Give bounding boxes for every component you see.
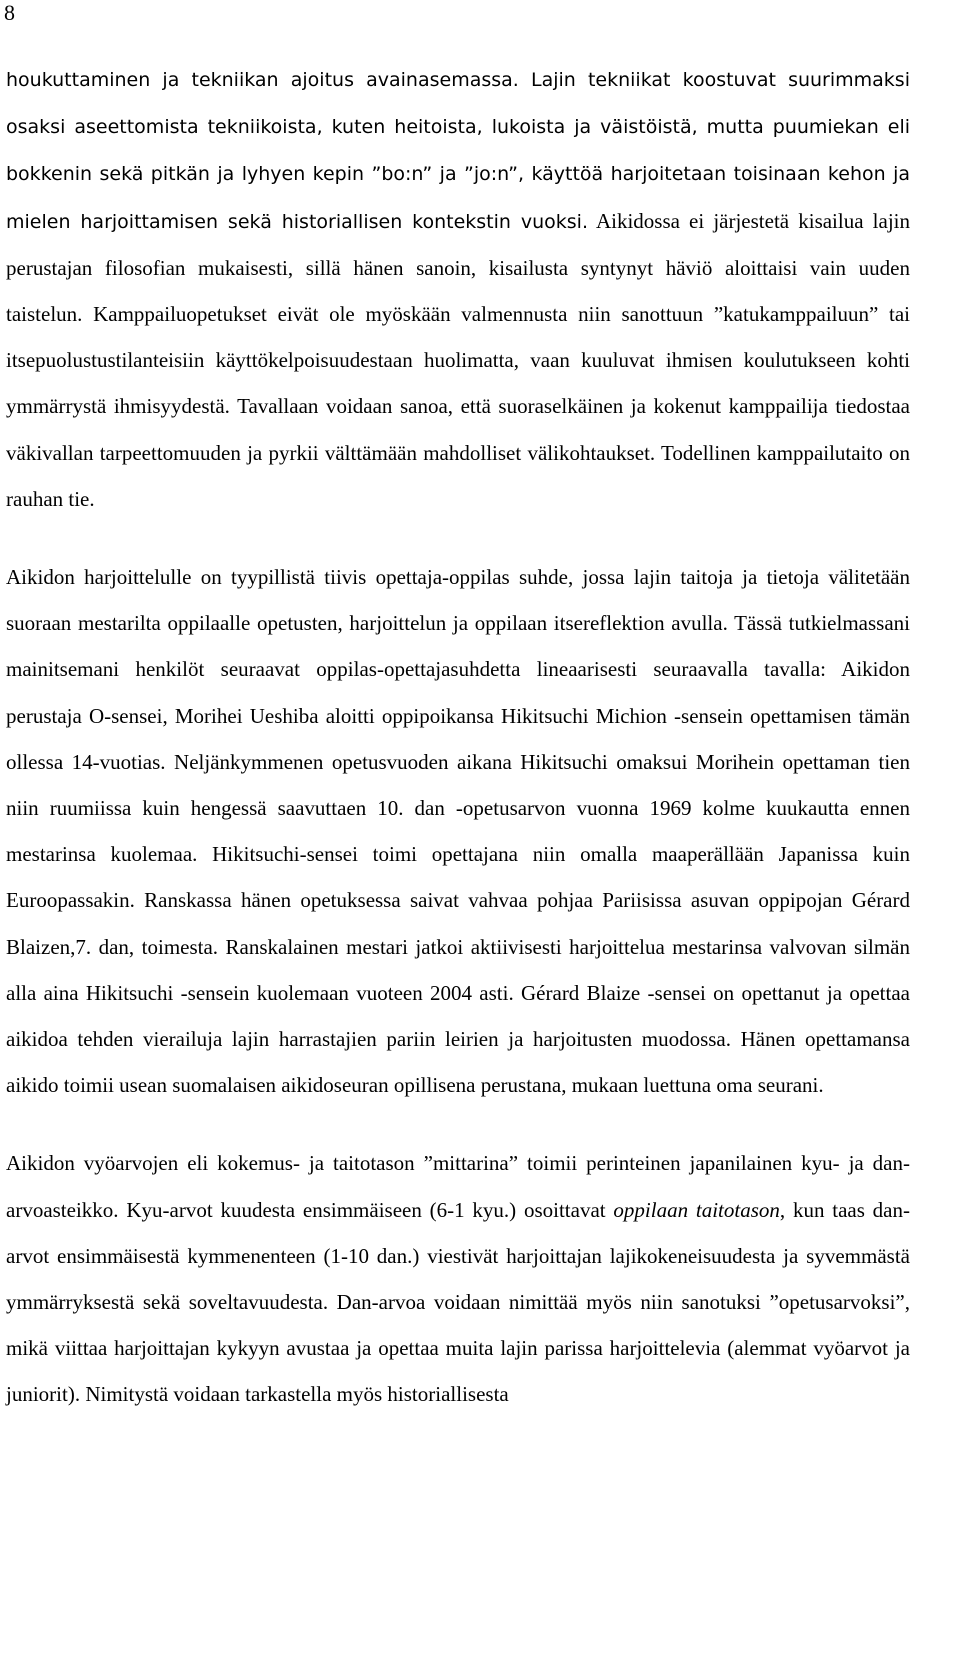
paragraph-1 — [6, 56, 910, 522]
paragraph-3 — [6, 1140, 910, 1417]
paragraph-1-serif-part: Aikidossa ei järjestetä kisailua lajin perustajan filosofian mukaisesti, sillä hänen sanoin, kisailusta syntynyt häviö aloittaisi vain uuden taistelun. Kamppailuopetukset eivät ole myöskään valmennusta niin sanottuun ”katukamppailuun” tai itsepuolustustilanteisiin käyttökelpoisuudestaan huolimatta, vaan kuuluvat ihmisen koulutukseen kohti ymmärrystä ihmisyydestä. Tavallaan voidaan sanoa, että suoraselkäinen ja kokenut kamppailija tiedostaa väkivallan tarpeettomuuden ja pyrkii välttämään mahdolliset välikohtaukset. Todellinen kamppailutaito on rauhan tie. — [6, 208, 910, 511]
page-number: 8 — [4, 0, 15, 25]
paragraph-2: Aikidon harjoittelulle on tyypillistä tiivis opettaja-oppilas suhde, jossa lajin taitoja ja tietoja välitetään suoraan mestarilta oppilaalle opetusten, harjoittelun ja oppilaan itsereflektion avulla. Tässä tutkielmassani mainitsemani henkilöt seuraavat oppilas-opettajasuhdetta lineaarisesti seuraavalla tavalla: Aikidon perustaja O-sensei, Morihei Ueshiba aloitti oppipoikansa Hikitsuchi Michion -sensein opettamisen tämän ollessa 14-vuotias. Neljänkymmenen opetusvuoden aikana Hikitsuchi omaksui Morihein opettaman tien niin ruumiissa kuin hengessä saavuttaen 10. dan -opetusarvon vuonna 1969 kolme kuukautta ennen mestarinsa kuolemaa. Hikitsuchi-sensei toimi opettajana niin omalla maaperällään Japanissa kuin Euroopassakin. Ranskassa hänen opetuksessa saivat vahvaa pohjaa Pariisissa asuvan oppipojan Gérard Blaizen,7. dan, toimesta. Ranskalainen mestari jatkoi aktiivisesti harjoittelua mestarinsa valvovan silmän alla aina Hikitsuchi -sensein kuolemaan vuoteen 2004 asti. Gérard Blaize -sensei on opettanut ja opettaa aikidoa tehden vierailuja lajin harrastajien pariin leirien ja harjoitusten muodossa. Hänen opettamansa aikido toimii usean suomalaisen aikidoseuran opillisena perustana, mukaan luettuna oma seurani. — [6, 565, 910, 1098]
paragraph-1-sans-part: houkuttaminen ja tekniikan ajoitus avainasemassa. Lajin tekniikat koostuvat suurimmaksi osaksi aseettomista tekniikoista, kuten heitoista, lukoista ja väistöistä, mutta puumiekan eli bokkenin sekä pitkän ja lyhyen kepin ”bo:n” ja ”jo:n”, käyttöä harjoitetaan toisinaan kehon ja mielen harjoittamisen sekä historiallisen kontekstin vuoksi. — [6, 69, 910, 233]
paragraph-3-before: Aikidon vyöarvojen eli kokemus- ja taitotason ”mittarina” toimii perinteinen japanilainen kyu- ja dan-arvoasteikko. Kyu-arvot kuudesta ensimmäiseen (6-1 kyu.) osoittavat — [6, 1151, 910, 1222]
paragraph-3-after: , kun taas dan-arvot ensimmäisestä kymmenenteen (1-10 dan.) viestivät harjoittajan lajikokeneisuudesta ja syvemmästä ymmärryksestä sekä soveltavuudesta. Dan-arvoa voidaan nimittää myös niin sanotuksi ”opetusarvoksi”, mikä viittaa harjoittajan kykyyn avustaa ja opettaa muita lajin parissa harjoittelevia (alemmat vyöarvot ja juniorit). Nimitystä voidaan tarkastella myös historiallisesta — [6, 1197, 911, 1407]
paragraph-3-emphasis: oppilaan taitotason — [613, 1197, 780, 1222]
body-text — [6, 56, 910, 1418]
